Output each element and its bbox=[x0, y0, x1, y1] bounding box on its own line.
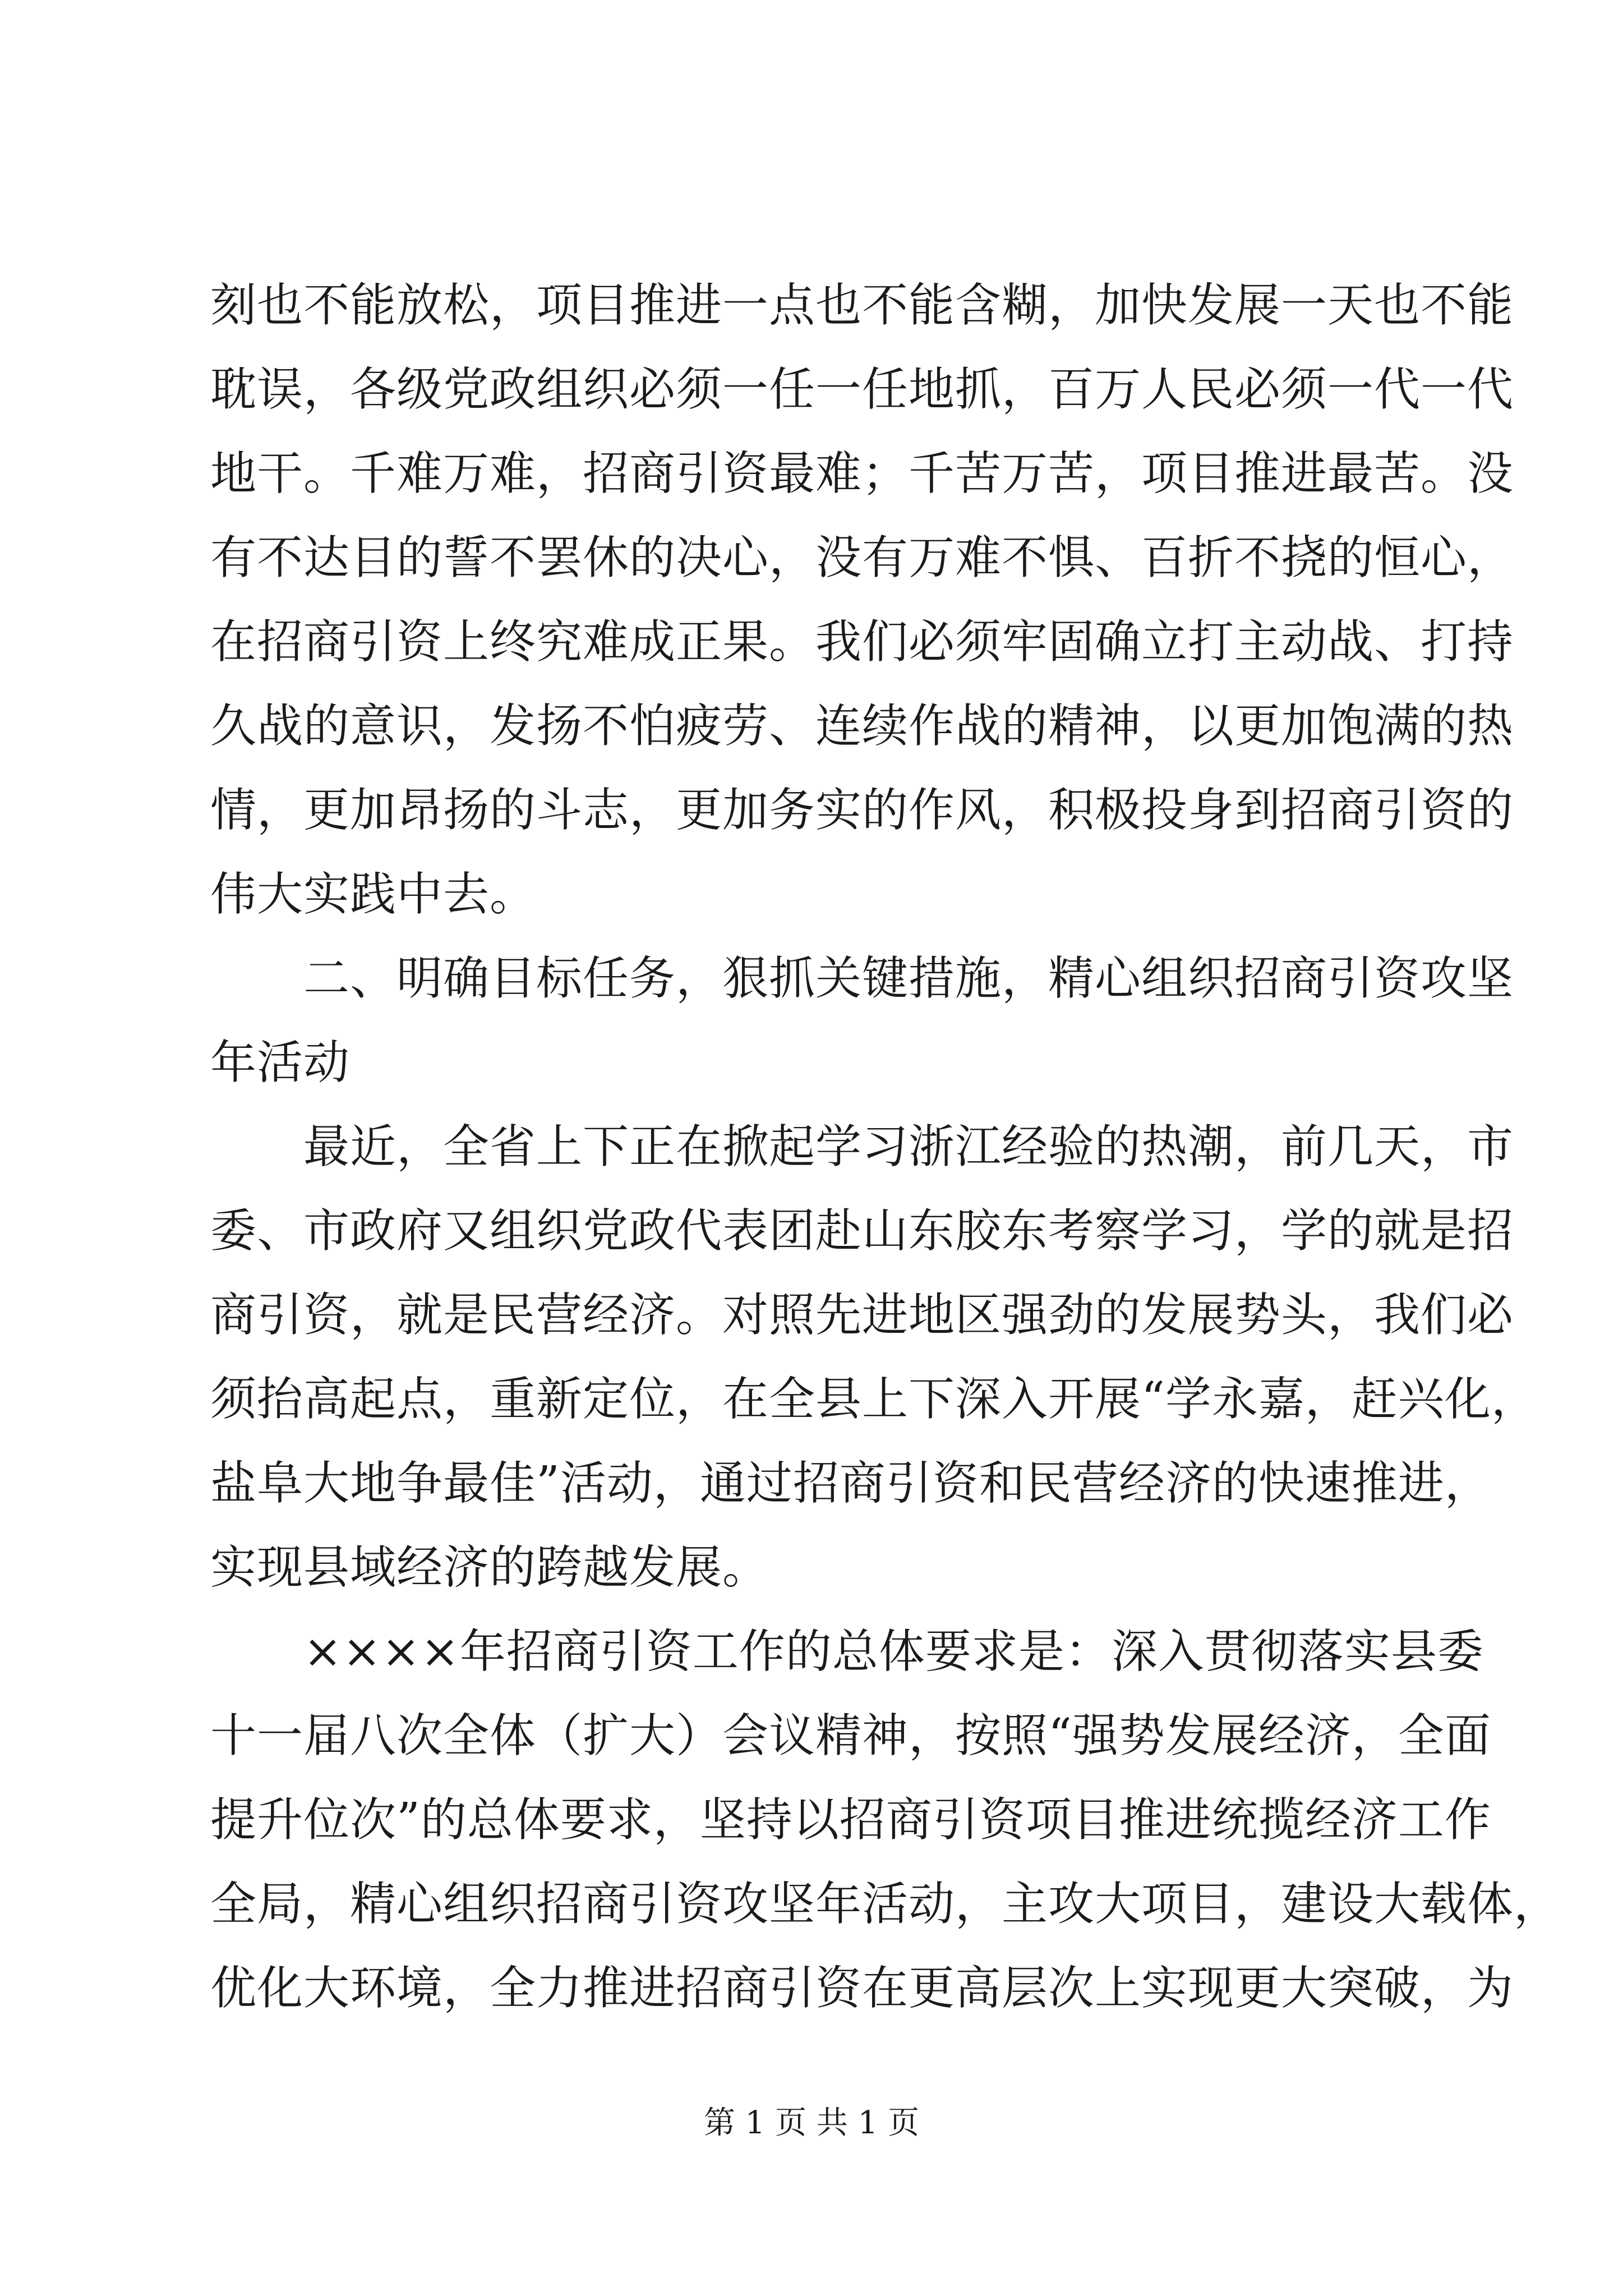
text-line: 实现县域经济的跨越发展。 bbox=[210, 1541, 769, 1594]
text-line: 情，更加昂扬的斗志，更加务实的作风，积极投身到招商引资的 bbox=[210, 784, 1514, 837]
section-heading-line: 年活动 bbox=[210, 1036, 351, 1089]
page-number-footer: 第 1 页 共 1 页 bbox=[703, 2105, 920, 2141]
section-heading-line: 二、明确目标任务，狠抓关键措施，精心组织招商引资攻坚 bbox=[210, 952, 1514, 1005]
text-line: 十一届八次全体（扩大）会议精神，按照“强势发展经济，全面 bbox=[210, 1709, 1491, 1763]
text-line: 最近，全省上下正在掀起学习浙江经验的热潮，前几天，市 bbox=[210, 1120, 1514, 1174]
text-line: 优化大环境，全力推进招商引资在更高层次上实现更大突破，为 bbox=[210, 1962, 1514, 2015]
text-line: ××××年招商引资工作的总体要求是：深入贯彻落实县委 bbox=[210, 1625, 1484, 1678]
text-line: 委、市政府又组织党政代表团赴山东胶东考察学习，学的就是招 bbox=[210, 1204, 1514, 1258]
text-line: 商引资，就是民营经济。对照先进地区强劲的发展势头，我们必 bbox=[210, 1289, 1514, 1342]
text-line: 刻也不能放松，项目推进一点也不能含糊，加快发展一天也不能 bbox=[210, 279, 1514, 332]
document-body bbox=[210, 264, 1561, 2031]
text-line: 伟大实践中去。 bbox=[210, 868, 537, 921]
text-line: 地干。千难万难，招商引资最难；千苦万苦，项目推进最苦。没 bbox=[210, 447, 1514, 500]
text-line: 有不达目的誓不罢休的决心，没有万难不惧、百折不挠的恒心， bbox=[210, 531, 1514, 585]
text-line: 全局，精心组织招商引资攻坚年活动，主攻大项目，建设大载体， bbox=[210, 1878, 1561, 1931]
text-line: 耽误，各级党政组织必须一任一任地抓，百万人民必须一代一代 bbox=[210, 363, 1514, 416]
text-line: 在招商引资上终究难成正果。我们必须牢固确立打主动战、打持 bbox=[210, 615, 1514, 669]
text-line: 盐阜大地争最佳”活动，通过招商引资和民营经济的快速推进， bbox=[210, 1457, 1491, 1510]
text-line: 须抬高起点，重新定位，在全县上下深入开展“学永嘉，赶兴化， bbox=[210, 1373, 1538, 1426]
text-line: 提升位次”的总体要求，坚持以招商引资项目推进统揽经济工作 bbox=[210, 1793, 1491, 1847]
text-line: 久战的意识，发扬不怕疲劳、连续作战的精神，以更加饱满的热 bbox=[210, 700, 1514, 753]
